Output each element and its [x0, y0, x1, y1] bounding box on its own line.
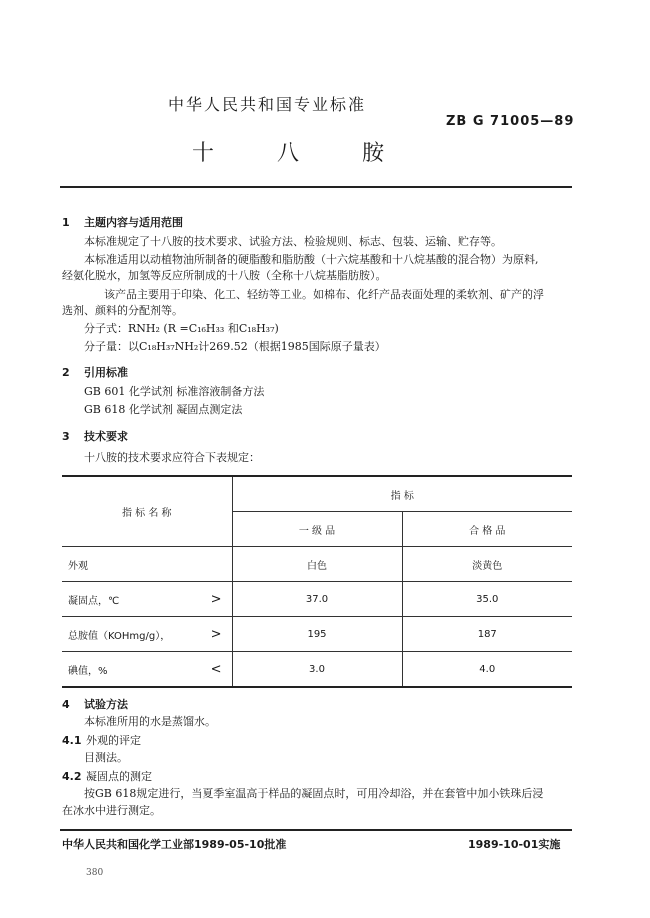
molecular-formula: 分子式：RNH₂ (R =C₁₆H₃₃ 和C₁₈H₃₇): [84, 322, 279, 335]
subsection-number: 4.1: [62, 734, 82, 747]
table-row: [62, 617, 572, 652]
section-1-heading: [62, 214, 183, 230]
paragraph: 本标准所用的水是蒸馏水。: [84, 715, 216, 728]
requirements-table: [62, 475, 572, 688]
section-4-heading: [62, 696, 128, 712]
comparison-symbol: <: [210, 661, 222, 677]
paragraph-continuation: 选剂、颜料的分配剂等。: [62, 304, 183, 317]
qualified-grade-value: 187: [402, 617, 572, 652]
row-name: 凝固点，℃: [68, 595, 120, 607]
subsection-number: 4.2: [62, 770, 82, 783]
approval-line: 中华人民共和国化学工业部1989-05-10批准: [62, 838, 287, 851]
header-qualified-grade: 合 格 品: [402, 512, 572, 547]
subsection-4-1-heading: [62, 732, 141, 748]
molecular-weight: 分子量：以C₁₈H₃₇NH₂计269.52（根据1985国际原子量表）: [84, 340, 386, 353]
document-title: 十 八 胺: [192, 141, 412, 166]
effective-date: 1989-10-01实施: [468, 838, 561, 851]
row-name: 外观: [68, 560, 88, 572]
row-name: 碘值，%: [68, 665, 108, 677]
reference-standard: GB 618 化学试剂 凝固点测定法: [84, 403, 243, 416]
paragraph-continuation: 经氨化脱水，加氢等反应所制成的十八胺（全称十八烷基脂肪胺）。: [62, 269, 387, 282]
section-title: 试验方法: [84, 698, 128, 711]
issuing-body: 中华人民共和国专业标准: [168, 95, 367, 114]
section-title: 技术要求: [84, 430, 128, 443]
first-grade-value: 195: [232, 617, 402, 652]
table-row: [62, 582, 572, 617]
row-name: 总胺值（KOHmg/g），: [68, 630, 171, 642]
first-grade-value: 白色: [232, 547, 402, 582]
footer-rule: [60, 829, 572, 831]
paragraph: 本标准规定了十八胺的技术要求、试验方法、检验规则、标志、包装、运输、贮存等。: [84, 235, 502, 248]
paragraph: 按GB 618规定进行，当夏季室温高于样品的凝固点时，可用冷却浴，并在套管中加小铁珠后浸: [84, 787, 544, 800]
paragraph-continuation: 在冰水中进行测定。: [62, 804, 161, 817]
comparison-symbol: >: [210, 591, 222, 607]
section-number: 4: [62, 698, 70, 711]
first-grade-value: 37.0: [232, 582, 402, 617]
first-grade-value: 3.0: [232, 652, 402, 688]
page-number: 380: [86, 868, 104, 878]
comparison-symbol: >: [210, 626, 222, 642]
standard-code: ZB G 71005—89: [446, 114, 575, 129]
paragraph: 该产品主要用于印染、化工、轻纺等工业。如棉布、化纤产品表面处理的柔软剂、矿产的浮: [104, 288, 544, 301]
table-row: [62, 547, 572, 582]
header-rule: [60, 186, 572, 188]
reference-standard: GB 601 化学试剂 标准溶液制备方法: [84, 385, 265, 398]
subsection-4-2-heading: [62, 768, 152, 784]
section-3-heading: [62, 428, 128, 444]
section-number: 2: [62, 366, 70, 379]
header-indicator-name: 指 标 名 称: [62, 476, 232, 547]
section-title: 主题内容与适用范围: [84, 216, 183, 229]
comparison-symbol: [222, 557, 226, 572]
table-intro: 十八胺的技术要求应符合下表规定：: [84, 451, 260, 464]
qualified-grade-value: 4.0: [402, 652, 572, 688]
table-header-row: [62, 476, 572, 512]
section-number: 3: [62, 430, 70, 443]
qualified-grade-value: 淡黄色: [402, 547, 572, 582]
header-first-grade: 一 级 品: [232, 512, 402, 547]
subsection-title: 外观的评定: [86, 734, 141, 747]
subsection-title: 凝固点的测定: [86, 770, 152, 783]
qualified-grade-value: 35.0: [402, 582, 572, 617]
paragraph: 目测法。: [84, 751, 128, 764]
table-row: [62, 652, 572, 688]
section-2-heading: [62, 364, 128, 380]
section-title: 引用标准: [84, 366, 128, 379]
header-indicator-group: 指 标: [232, 476, 572, 512]
section-number: 1: [62, 216, 70, 229]
paragraph: 本标准适用以动植物油所制备的硬脂酸和脂肪酸（十六烷基酸和十八烷基酸的混合物）为原料,: [84, 253, 539, 266]
